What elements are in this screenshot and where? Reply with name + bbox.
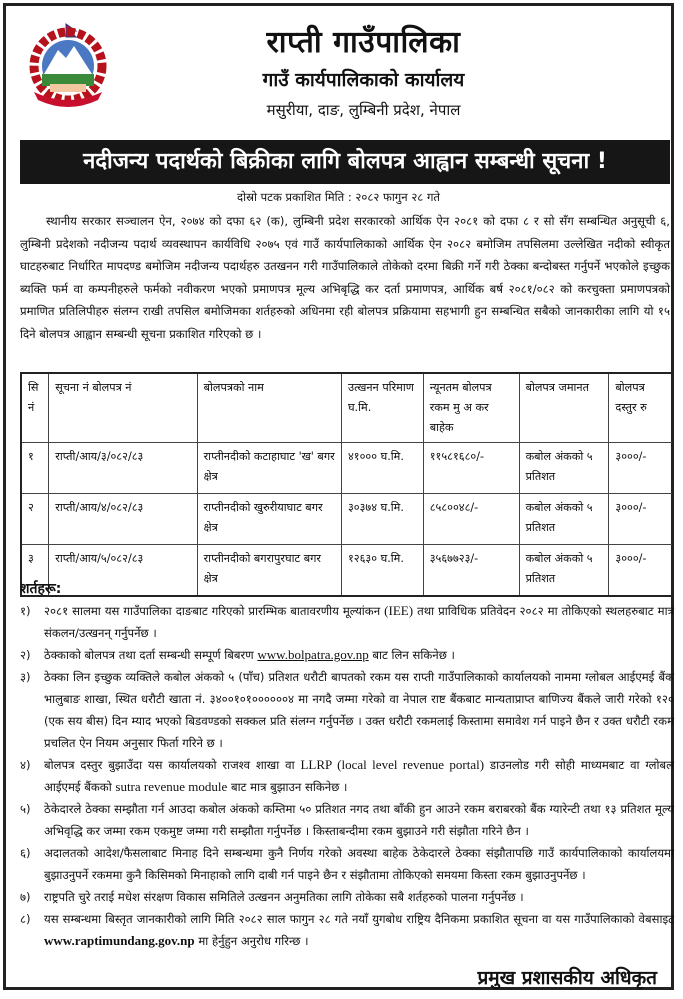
- term-text-latin: (IEE): [384, 603, 414, 618]
- header-cell-fee: बोलपत्र दस्तुर रु: [609, 373, 673, 443]
- term-text: [44, 600, 674, 644]
- cell-security: कबोल अंकको ५ प्रतिशत: [519, 443, 609, 494]
- term-text: ठेकेदारले ठेक्का सम्झौता गर्न आउदा कबोल अंकको कम्तिमा ५० प्रतिशत नगद तथा बाँकी हुन आउने रकम बराबरको बैंक ग्यारेन्टी तथा १३ प्रतिशत मूल्य अभिवृद्धि कर जम्मा रकम एकमुष्ट जम्मा गरी सम्झौता गर्नुपर्नेछ । किस्ताबन्दीमा रकम बुझाउने गरी संझौता गरिने छैन ।: [44, 802, 674, 838]
- cell-security: कबोल अंकको ५ प्रतिशत: [519, 494, 609, 545]
- header-cell-security: बोलपत्र जमानत: [519, 373, 609, 443]
- term-number: १): [20, 604, 31, 618]
- municipality-title: राप्ती गाउँपालिका: [266, 25, 461, 60]
- office-subtitle: गाउँ कार्यपालिकाको कार्यालय: [262, 69, 465, 91]
- term-text: [44, 908, 674, 952]
- header-cell-min-amount: न्यूनतम बोलपत्र रकम मु अ कर बाहेक: [423, 373, 519, 443]
- term-number: ५): [20, 802, 31, 816]
- cell-serial: १: [21, 443, 49, 494]
- term-item: [20, 908, 674, 952]
- term-item: [20, 600, 674, 644]
- table-row: [21, 443, 673, 494]
- term-text-part: मा हेर्नुहुन अनुरोध गरिन्छ ।: [194, 934, 309, 948]
- term-text: अदालतको आदेश/फैसलाबाट मिनाह दिने सम्बन्धमा कुनै निर्णय गरेको अवस्था बाहेक ठेकेदारले ठेक्का संझौतापछि गाउँ कार्यपालिकाको कार्यालयमा बुझाउनुपर्ने रकममा कुनै किसिमको मिनाहाको लागि दाबी गर्न पाइने छैन र संझौतामा तोकिएको समयमा किस्ता रकम बुझाउनुपर्नेछ ।: [44, 846, 674, 882]
- cell-fee: ३०००/-: [609, 494, 673, 545]
- term-number: २): [20, 648, 31, 662]
- term-text: [44, 644, 674, 666]
- header-cell-quantity: उत्खनन परिमाण घ.मि.: [341, 373, 423, 443]
- term-text-part: बाट लिन सकिनेछ ।: [368, 648, 455, 662]
- term-item: [20, 842, 674, 886]
- cell-quantity: ४१००० घ.मि.: [341, 443, 423, 494]
- cell-min-amount: ८५८००४८/-: [423, 494, 519, 545]
- term-number: ६): [20, 846, 31, 860]
- cell-security: कबोल अंकको ५ प्रतिशत: [519, 545, 609, 597]
- term-text-part: ठेक्काको बोलपत्र तथा दर्ता सम्बन्धी सम्पूर्ण बिबरण: [44, 648, 258, 662]
- cell-bid-name: राप्तीनदीको कटाहाघाट 'ख' बगर क्षेत्र: [197, 443, 341, 494]
- header: [6, 6, 671, 131]
- cell-bid-name: राप्तीनदीको बगरापुरघाट बगर क्षेत्र: [197, 545, 341, 597]
- terms-heading: शर्तहरू:: [20, 581, 62, 597]
- header-cell-notice-no: सूचना नं बोलपत्र नं: [49, 373, 197, 443]
- term-text-part: तथा प्राविधिक प्रतिवेदन २०८२ मा तोकिएको स्थलहरुबाट मात्र संकलन/उत्खनन् गर्नुपर्नेछ ।: [44, 604, 674, 640]
- term-text-part: २०८१ सालमा यस गाउँपालिका दाङबाट गरिएको प्रारम्भिक बातावरणीय मूल्यांकन: [44, 604, 385, 618]
- cell-bid-name: राप्तीनदीको खुरुरीयाघाट बगर क्षेत्र: [197, 494, 341, 545]
- term-number: ७): [20, 890, 31, 904]
- intro-paragraph: स्थानीय सरकार सञ्चालन ऐन, २०७४ को दफा ६२ (क), लुम्बिनी प्रदेश सरकारको आर्थिक ऐन २०८१ को दफा ८ र सो सँग सम्बन्धित अनुसूची ६, लुम्बिनी प्रदेशको नदीजन्य पदार्थ व्यवस्थापन कार्यविधि २०७५ एवं गाउँ कार्यपालिकाको आर्थिक ऐन २०८२ बमोजिम तपसिलमा उल्लेखित नदीको स्वीकृत घाटहरुबाट निर्धारित मापदण्ड बमोजिम नदीजन्य पदार्थहरु उतखनन गरी गाउँपालिकाले तोकेको दरमा बिक्री गर्ने गरी ठेक्का बन्दोबस्त गर्नुपर्ने भएकोले इच्छुक ब्यक्ति फर्म वा कम्पनीहरुले फर्मको नवीकरण भएको प्रमाणपत्र मूल्य अभिबृद्धि कर दर्ता प्रमाणपत्र, आर्थिक बर्ष २०८१/०८२ को करचुक्ता प्रमाणपत्रको प्रमाणित प्रतिलिपीहरु संलग्न राखी तपसिल बमोजिमका शर्तहरुको अधिनमा रही बोलपत्र प्रक्रियामा सहभागी हुन सम्बन्धित सबैको जानकारीका लागि यो १५ दिने बोलपत्र आह्वान सम्बन्धी सूचना प्रकाशित गरिएको छ ।: [20, 214, 670, 341]
- terms-list: [20, 600, 674, 952]
- cell-serial: २: [21, 494, 49, 545]
- term-text-part: डाउनलोड गरी सोही माध्यमबाट वा ग्लोबल आईएमई बैंकको: [44, 758, 674, 794]
- term-text-part: यस सम्बन्धमा बिस्तृत जानकारीको लागि मिति २०८२ साल फागुन २८ गते नयाँ युगबोध राष्ट्रिय दैनिकमा प्रकाशित सूचना वा यस गाउँपालिकाको वेबसाइट: [44, 912, 674, 926]
- notice-banner: नदीजन्य पदार्थको बिक्रीका लागि बोलपत्र आह्वान सम्बन्धी सूचना !: [20, 140, 670, 184]
- term-number: ४): [20, 758, 31, 772]
- term-item: [20, 666, 674, 754]
- cell-min-amount: ३५६७७२३/-: [423, 545, 519, 597]
- term-text: [44, 754, 674, 798]
- cell-fee: ३०००/-: [609, 443, 673, 494]
- term-number: ८): [20, 912, 31, 926]
- office-address: मसुरीया, दाङ, लुम्बिनी प्रदेश, नेपाल: [266, 101, 461, 119]
- term-item: [20, 754, 674, 798]
- cell-min-amount: ११५८१६८०/-: [423, 443, 519, 494]
- cell-notice-no: राप्ती/आय/३/०८२/८३: [49, 443, 197, 494]
- header-cell-serial: सि नं: [21, 373, 49, 443]
- term-item: [20, 644, 674, 666]
- table-row: [21, 545, 673, 597]
- term-text-part: बाट मात्र बुझाउन सकिनेछ ।: [227, 780, 348, 794]
- notice-frame: [3, 3, 674, 990]
- header-cell-bid-name: बोलपत्रको नाम: [197, 373, 341, 443]
- term-text-latin: LLRP (local level revenue portal): [300, 757, 485, 772]
- table-row: [21, 494, 673, 545]
- signature-title: प्रमुख प्रशासकीय अधिकृत: [477, 967, 657, 989]
- bolpatra-link[interactable]: www.bolpatra.gov.np: [257, 647, 369, 662]
- cell-quantity: १२६३० घ.मि.: [341, 545, 423, 597]
- bids-table: [20, 372, 674, 597]
- table-header-row: [21, 373, 673, 443]
- term-number: ३): [20, 670, 31, 684]
- term-item: [20, 886, 674, 908]
- municipality-website-link[interactable]: www.raptimundang.gov.np: [44, 933, 195, 948]
- term-item: [20, 798, 674, 842]
- term-text-latin: sutra revenue module: [115, 779, 228, 794]
- cell-serial: ३: [21, 545, 49, 597]
- term-text: राष्ट्रपति चुरे तराई मधेश संरक्षण विकास समितिले उत्खनन अनुमतिका लागि तोकेका सबै शर्तहरुको पालना गर्नुपर्नेछ ।: [44, 890, 524, 904]
- term-text-part: बोलपत्र दस्तुर बुझाउँदा यस कार्यालयको राजश्व शाखा वा: [44, 758, 301, 772]
- cell-notice-no: राप्ती/आय/४/०८२/८३: [49, 494, 197, 545]
- published-date: दोस्रो पटक प्रकाशित मिति : २०८२ फागुन २८ गते: [237, 190, 440, 204]
- term-text: ठेक्का लिन इच्छुक व्यक्तिले कबोल अंकको ५ (पाँच) प्रतिशत धरौटी बापतको रकम यस राप्ती गाउँपालिकाको कार्यालयको नाममा ग्लोबल आईएमई बैंक भालुबाङ शाखा, स्थित धरौटी खाता नं. ३४००१०१००००००४ मा नगदै जम्मा गरेको वा नेपाल राष्ट बैंकबाट मान्यताप्राप्त बाणिज्य बैंकले जारी गरेको १२० (एक सय बीस) दिन म्याद भएको बिडवण्डको सक्कल प्रति संलग्न गर्नुपर्नेछ । उक्त धरौटी रकमलाई किस्तामा समावेश गर्न पाइने छैन र उक्त धरौटी रकम प्रचलित ऐन नियम अनुसार फिर्ता गरिने छ ।: [44, 670, 674, 750]
- cell-quantity: ३०३७४ घ.मि.: [341, 494, 423, 545]
- cell-notice-no: राप्ती/आय/५/०८२/८३: [49, 545, 197, 597]
- cell-fee: ३०००/-: [609, 545, 673, 597]
